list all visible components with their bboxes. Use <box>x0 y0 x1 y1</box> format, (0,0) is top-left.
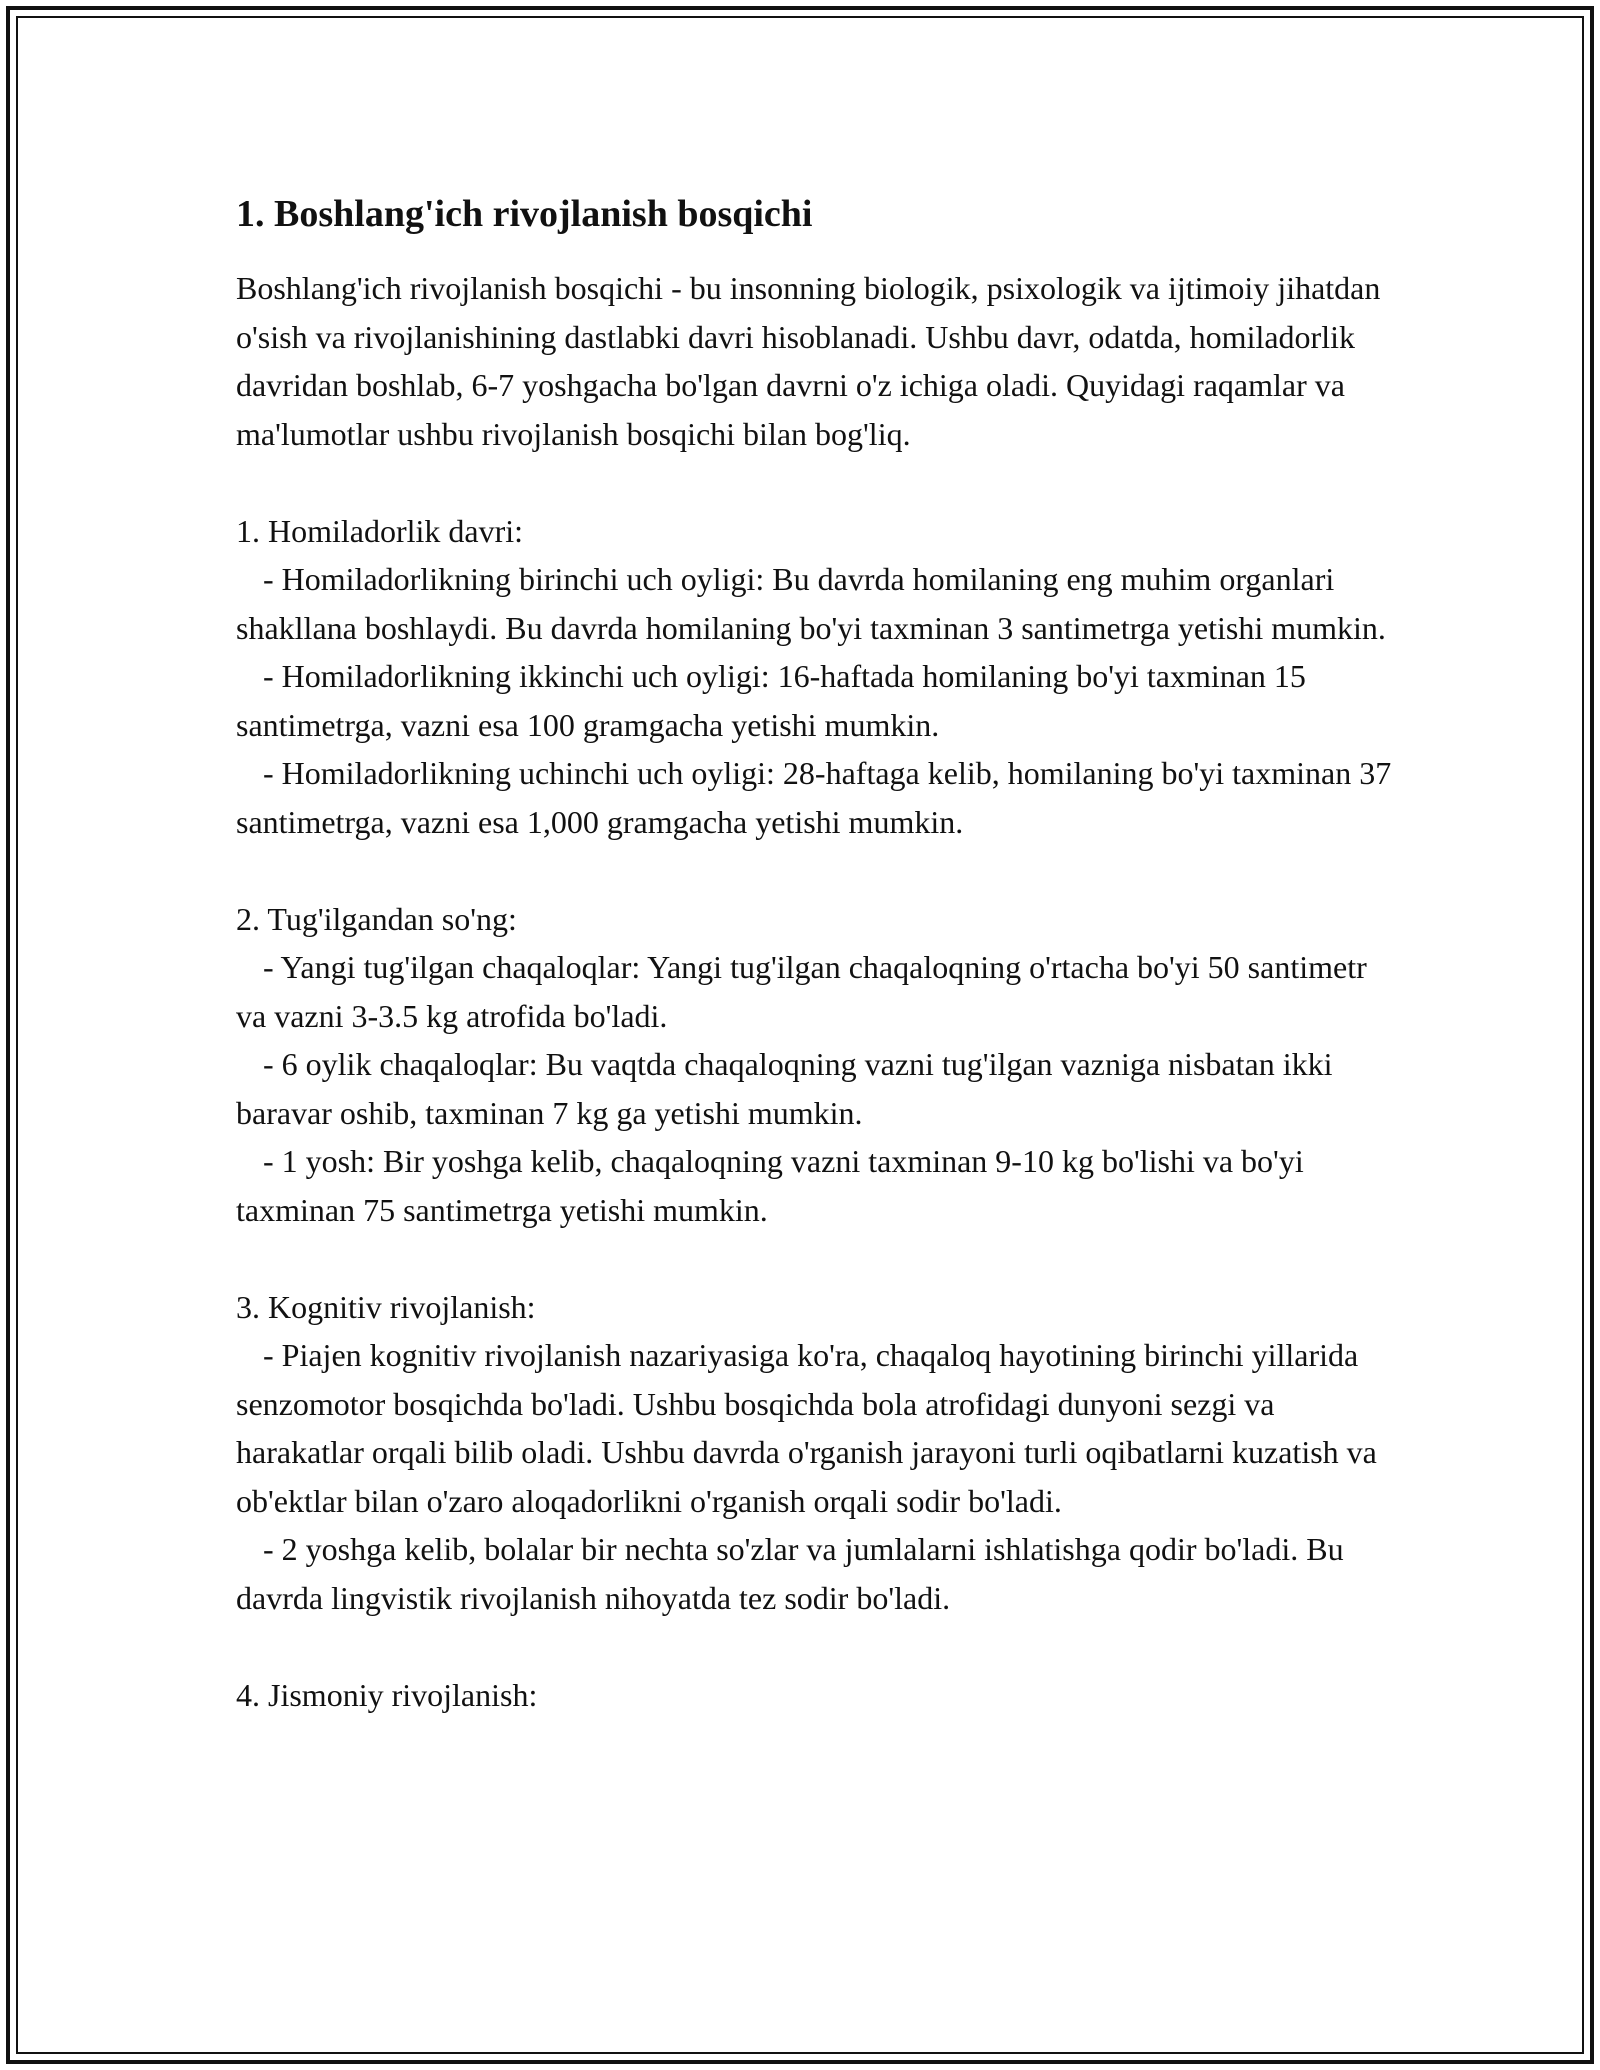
section-cognitive <box>236 1283 1396 1623</box>
blank-line <box>236 458 1396 507</box>
section-pregnancy <box>236 507 1396 847</box>
list-item: - Yangi tug'ilgan chaqaloqlar: Yangi tug'ilgan chaqaloqning o'rtacha bo'yi 50 santimetr va vazni 3-3.5 kg atrofida bo'ladi. <box>236 949 1367 1034</box>
section-heading: 1. Homiladorlik davri: <box>236 512 524 549</box>
page-title: 1. Boshlang'ich rivojlanish bosqichi <box>236 193 813 235</box>
document-body <box>236 190 1396 1719</box>
list-item: - 1 yosh: Bir yoshga kelib, chaqaloqning vazni taxminan 9-10 kg bo'lishi va bo'yi taxminan 75 santimetrga yetishi mumkin. <box>236 1143 1304 1228</box>
list-item: - Homiladorlikning uchinchi uch oyligi: 28-haftaga kelib, homilaning bo'yi taxminan 37 santimetrga, vazni esa 1,000 gramgacha yetishi mumkin. <box>236 755 1392 840</box>
section-physical <box>236 1671 1396 1720</box>
section-after-birth <box>236 895 1396 1235</box>
blank-line <box>236 1622 1396 1671</box>
blank-line <box>236 1234 1396 1283</box>
section-heading: 3. Kognitiv rivojlanish: <box>236 1288 536 1325</box>
list-item: - Homiladorlikning ikkinchi uch oyligi: 16-haftada homilaning bo'yi taxminan 15 santimetrga, vazni esa 100 gramgacha yetishi mumkin. <box>236 658 1306 743</box>
intro-paragraph: Boshlang'ich rivojlanish bosqichi - bu insonning biologik, psixologik va ijtimoiy jihatdan o'sish va rivojlanishining dastlabki davri hisoblanadi. Ushbu davr, odatda, homiladorlik davridan boshlab, 6-7 yoshgacha bo'lgan davrni o'z ichiga oladi. Quyidagi raqamlar va ma'lumotlar ushbu rivojlanish bosqichi bilan bog'liq. <box>236 270 1381 452</box>
section-heading: 2. Tug'ilgandan so'ng: <box>236 900 517 937</box>
list-item: - Piajen kognitiv rivojlanish nazariyasiga ko'ra, chaqaloq hayotining birinchi yillarida senzomotor bosqichda bo'ladi. Ushbu bosqichda bola atrofidagi dunyoni sezgi va harakatlar orqali bilib oladi. Ushbu davrda o'rganish jarayoni turli oqibatlarni kuzatish va ob'ektlar bilan o'zaro aloqadorlikni o'rganish orqali sodir bo'ladi. <box>236 1337 1377 1519</box>
section-heading: 4. Jismoniy rivojlanish: <box>236 1676 538 1713</box>
blank-line <box>236 846 1396 895</box>
list-item: - Homiladorlikning birinchi uch oyligi: Bu davrda homilaning eng muhim organlari shakllana boshlaydi. Bu davrda homilaning bo'yi taxminan 3 santimetrga yetishi mumkin. <box>236 561 1386 646</box>
text-block <box>236 264 1396 1719</box>
list-item: - 6 oylik chaqaloqlar: Bu vaqtda chaqaloqning vazni tug'ilgan vazniga nisbatan ikki baravar oshib, taxminan 7 kg ga yetishi mumkin. <box>236 1046 1333 1131</box>
list-item: - 2 yoshga kelib, bolalar bir nechta so'zlar va jumlalarni ishlatishga qodir bo'ladi. Bu davrda lingvistik rivojlanish nihoyatda tez sodir bo'ladi. <box>236 1531 1344 1616</box>
